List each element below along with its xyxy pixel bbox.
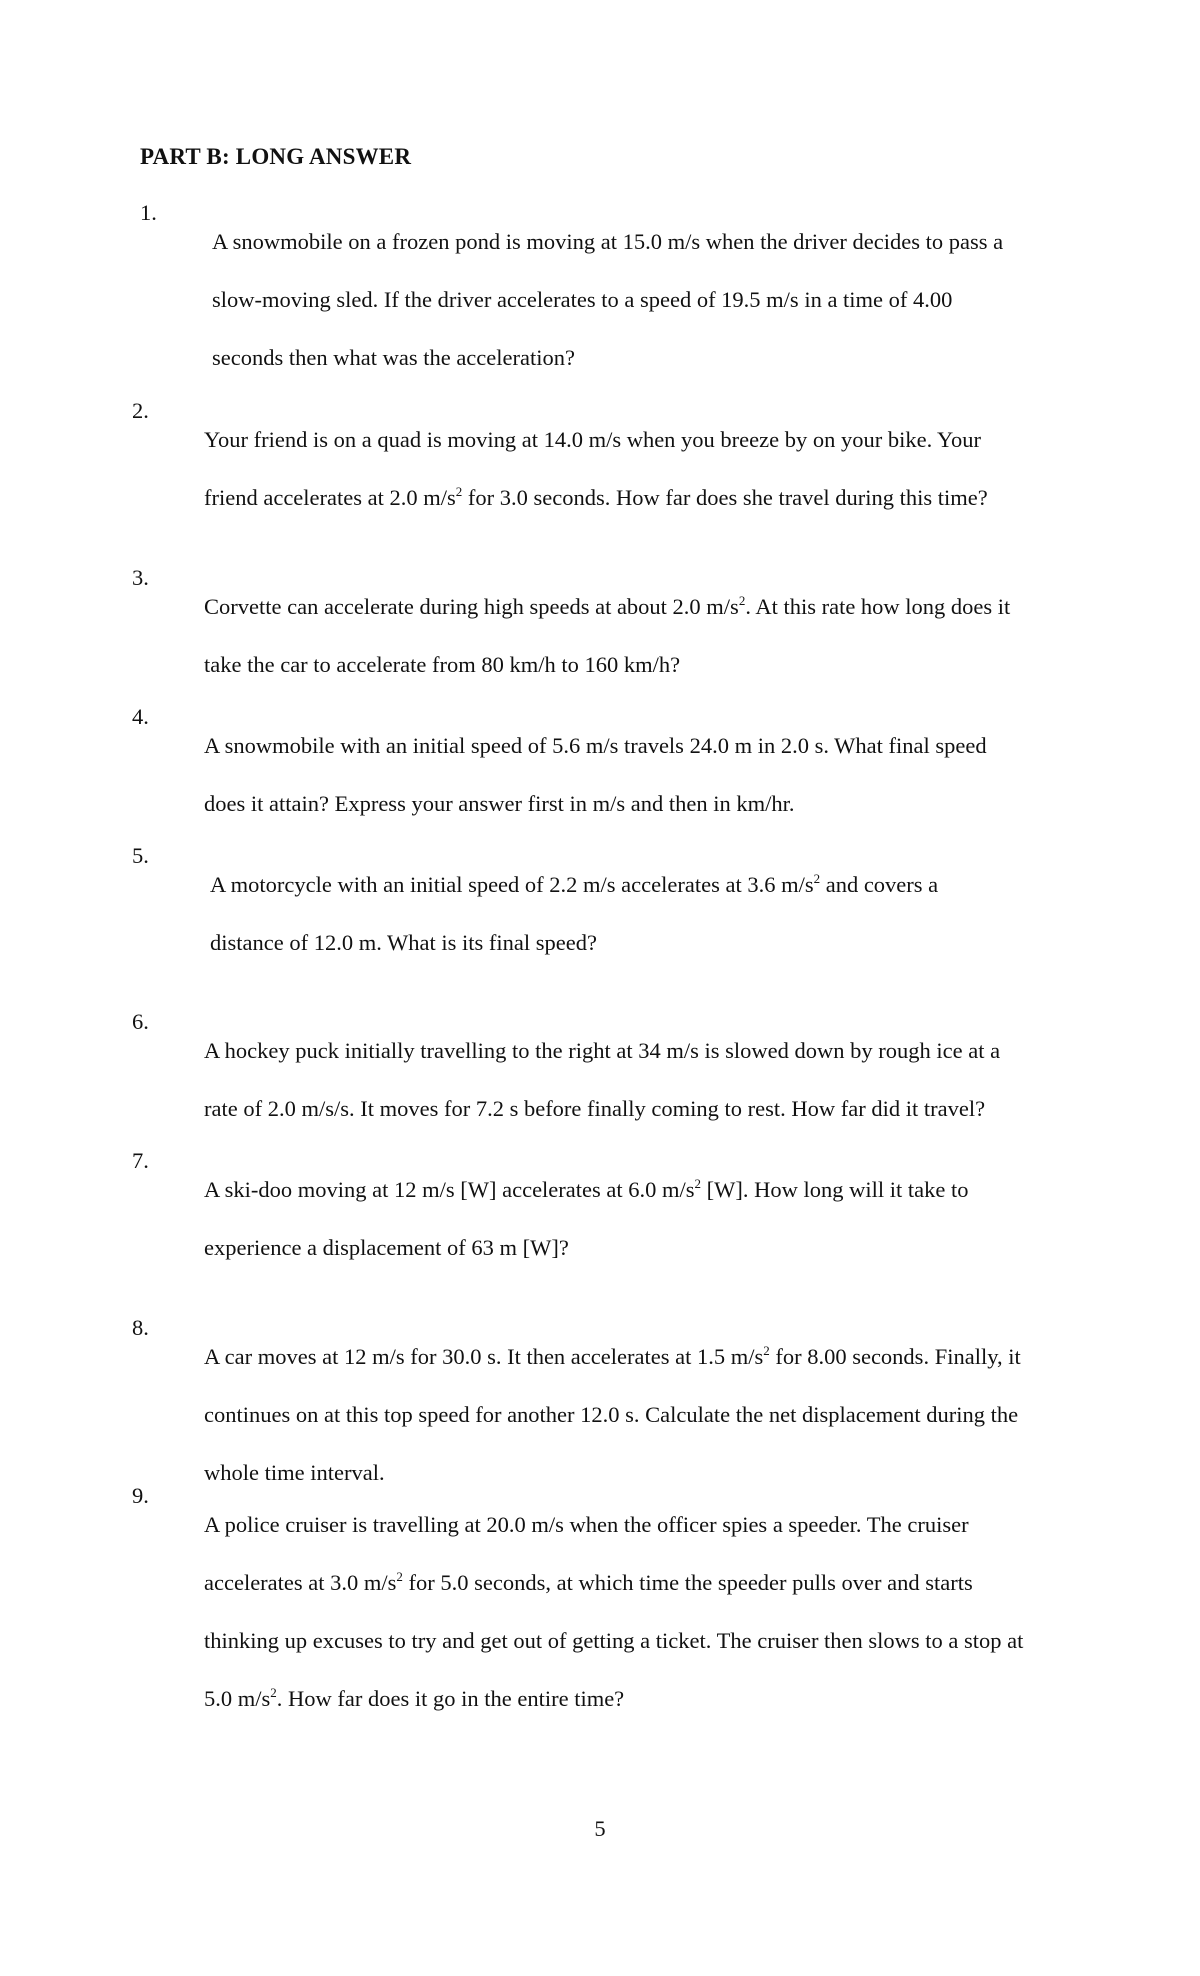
question-text [204,563,1072,708]
question-text [204,396,1072,541]
question-number: 6. [132,1009,149,1034]
superscript-two: 2 [694,1176,702,1191]
question-number: 9. [132,1483,149,1508]
question-line: A ski-doo moving at 12 m/s [W] accelerates at 6.0 $m/s^2$ [W]. How long will it take to [204,1176,969,1202]
question-line: accelerates at 3.0 $m/s^2$ for 5.0 seconds, at which time the speeder pulls over and starts [204,1569,973,1595]
page-number: 5 [594,1816,606,1841]
superscript-two: 2 [455,484,463,499]
question-text [210,841,1078,986]
question-number: 8. [132,1315,149,1340]
question-number: 7. [132,1148,149,1173]
question-line: experience a displacement of 63 m [W]? [204,1235,569,1260]
question-line: A motorcycle with an initial speed of 2.2 m/s accelerates at 3.6 $m/s^2$ and covers a [210,871,939,897]
question-line: A police cruiser is travelling at 20.0 m/s when the officer spies a speeder. The cruiser [204,1512,969,1537]
question-line: distance of 12.0 m. What is its final speed? [210,930,597,955]
question-line: continues on at this top speed for another 12.0 s. Calculate the net displacement during the [204,1402,1019,1427]
question-line: take the car to accelerate from 80 km/h to 160 km/h? [204,652,681,677]
question-line: Your friend is on a quad is moving at 14.0 m/s when you breeze by on your bike. Your [204,427,982,452]
question-line: A car moves at 12 m/s for 30.0 s. It then accelerates at 1.5 $m/s^2$ for 8.00 seconds. Finally, it [204,1343,1021,1369]
question-line: 5.0 $m/s^2$. How far does it go in the entire time? [204,1685,625,1711]
superscript-two: 2 [738,593,746,608]
section-heading: PART B: LONG ANSWER [140,144,412,169]
superscript-two: 2 [270,1685,277,1700]
question-line: does it attain? Express your answer first in m/s and then in km/hr. [204,791,795,816]
question-line: Corvette can accelerate during high speeds at about 2.0 $m/s^2$. At this rate how long does it [204,593,1011,619]
question-text [204,1146,1072,1291]
question-number: 1. [140,200,157,225]
question-text [204,1007,1072,1152]
question-line: slow-moving sled. If the driver accelerates to a speed of 19.5 m/s in a time of 4.00 [212,287,953,312]
question-text [204,1481,1072,1742]
question-line: A snowmobile with an initial speed of 5.6 m/s travels 24.0 m in 2.0 s. What final speed [204,733,987,758]
question-line: friend accelerates at 2.0 $m/s^2$ for 3.0 seconds. How far does she travel during this time? [204,484,988,510]
superscript-two: 2 [813,871,821,886]
superscript-two: 2 [763,1343,770,1358]
question-line: rate of 2.0 m/s/s. It moves for 7.2 s before finally coming to rest. How far did it travel? [204,1096,986,1121]
question-number: 2. [132,398,149,423]
question-line: thinking up excuses to try and get out of getting a ticket. The cruiser then slows to a stop at [204,1628,1024,1653]
question-number: 3. [132,565,149,590]
question-line: whole time interval. [204,1460,385,1485]
question-line: A hockey puck initially travelling to the right at 34 m/s is slowed down by rough ice at a [204,1038,1001,1063]
question-number: 5. [132,843,149,868]
question-line: A snowmobile on a frozen pond is moving at 15.0 m/s when the driver decides to pass a [212,229,1004,254]
superscript-two: 2 [396,1569,403,1584]
question-line: seconds then what was the acceleration? [212,345,575,370]
question-text [204,702,1072,847]
question-number: 4. [132,704,149,729]
question-text [212,198,1072,401]
